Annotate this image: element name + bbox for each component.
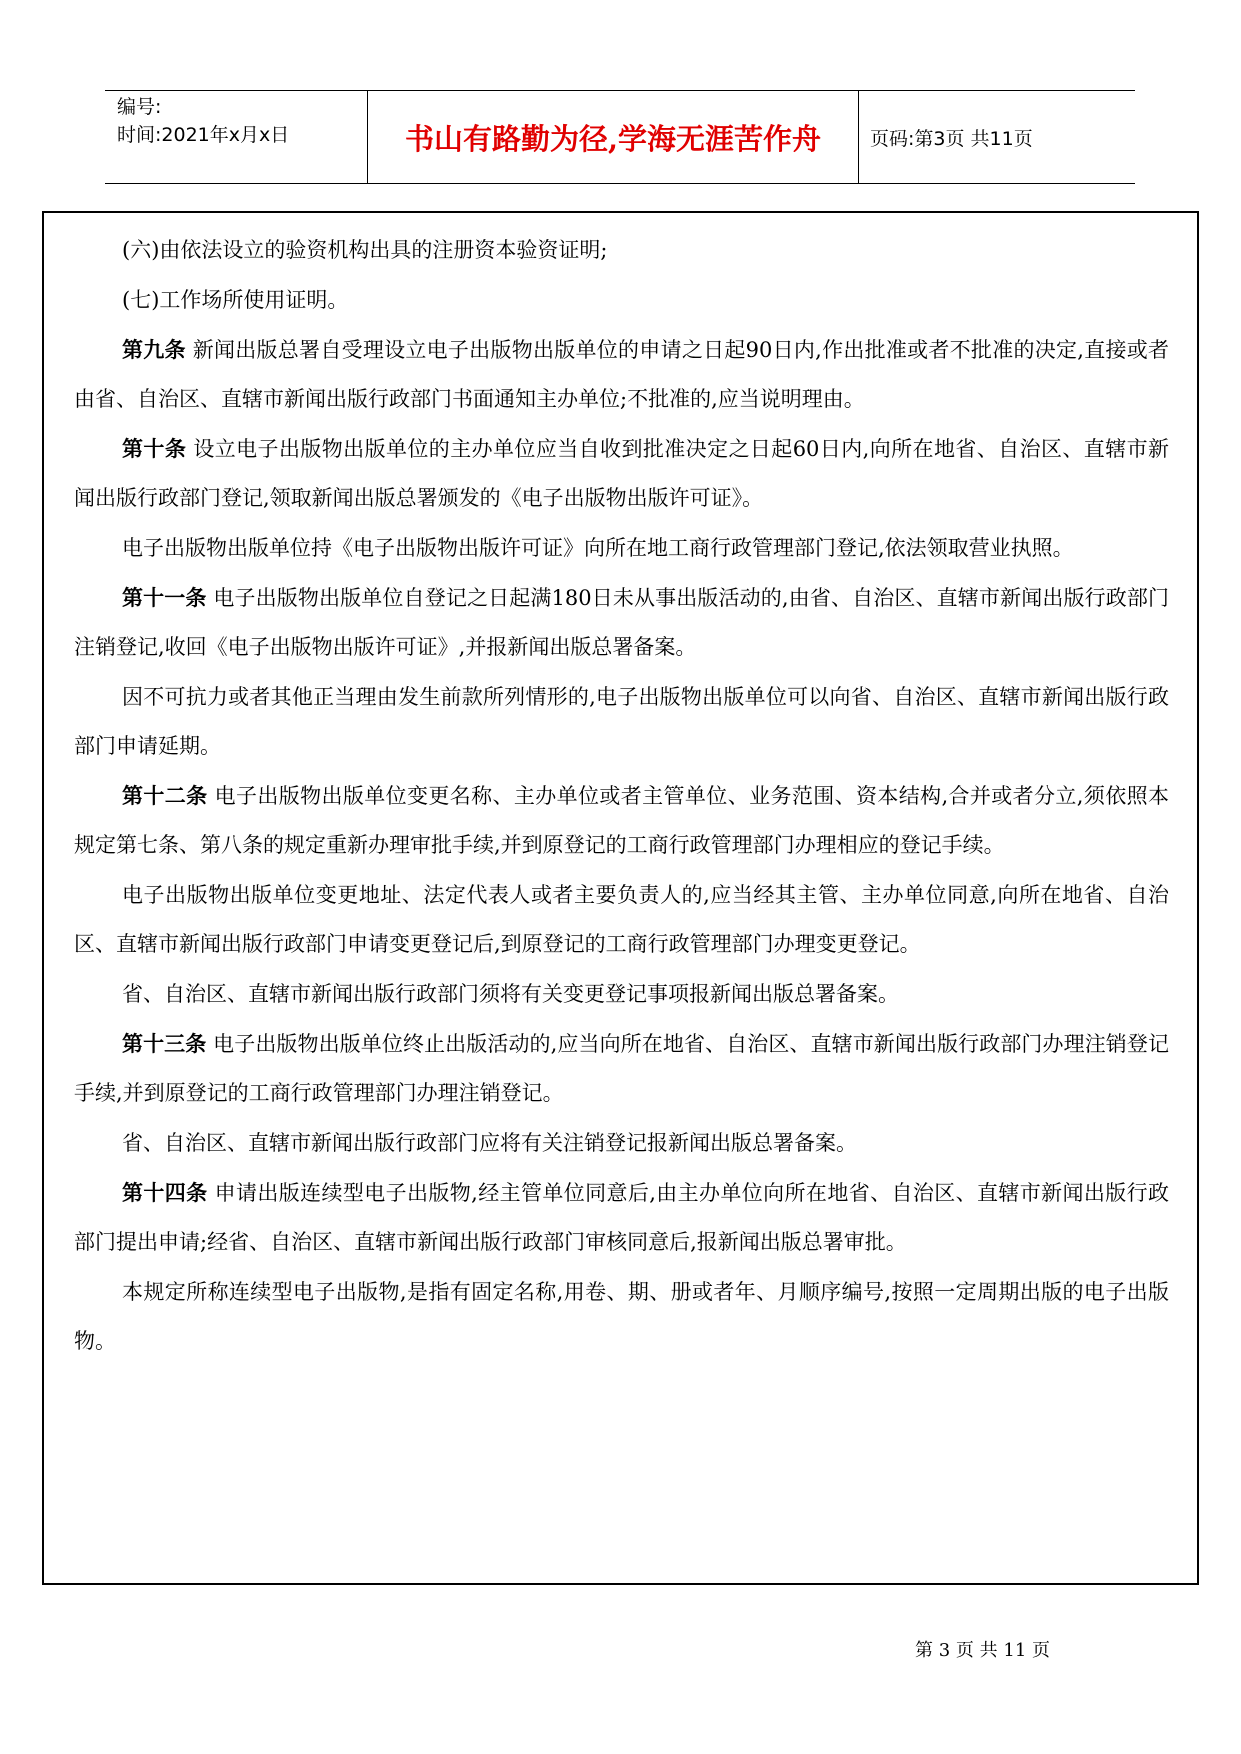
paragraph xyxy=(74,573,1169,672)
header-info xyxy=(117,93,367,149)
paragraph xyxy=(74,969,1169,1019)
paragraph xyxy=(74,870,1169,969)
document-time-label: 时间:2021年x月x日 xyxy=(117,124,290,146)
paragraph xyxy=(74,523,1169,573)
paragraph-text: 电子出版物出版单位变更名称、主办单位或者主管单位、业务范围、资本结构,合并或者分立,须依照本规定第七条、第八条的规定重新办理审批手续,并到原登记的工商行政管理部门办理相应的登记手续。 xyxy=(74,784,1170,857)
paragraph-text: 因不可抗力或者其他正当理由发生前款所列情形的,电子出版物出版单位可以向省、自治区、直辖市新闻出版行政部门申请延期。 xyxy=(74,685,1169,758)
paragraph-text: 电子出版物出版单位变更地址、法定代表人或者主要负责人的,应当经其主管、主办单位同意,向所在地省、自治区、直辖市新闻出版行政部门申请变更登记后,到原登记的工商行政管理部门办理变更登记。 xyxy=(74,883,1169,956)
paragraph-text: 申请出版连续型电子出版物,经主管单位同意后,由主办单位向所在地省、自治区、直辖市新闻出版行政部门提出申请;经省、自治区、直辖市新闻出版行政部门审核同意后,报新闻出版总署审批。 xyxy=(74,1181,1170,1254)
paragraph-text: 电子出版物出版单位终止出版活动的,应当向所在地省、自治区、直辖市新闻出版行政部门办理注销登记手续,并到原登记的工商行政管理部门办理注销登记。 xyxy=(74,1032,1169,1105)
paragraph-text: 省、自治区、直辖市新闻出版行政部门须将有关变更登记事项报新闻出版总署备案。 xyxy=(122,982,899,1006)
paragraph xyxy=(74,1168,1169,1267)
paragraph xyxy=(74,325,1169,424)
header-page-number: 页码:第3页 共11页 xyxy=(870,127,1033,150)
paragraph-text: 电子出版物出版单位持《电子出版物出版许可证》向所在地工商行政管理部门登记,依法领取营业执照。 xyxy=(122,536,1074,560)
article-title: 第十一条 xyxy=(122,585,207,610)
paragraph-text: 省、自治区、直辖市新闻出版行政部门应将有关注销登记报新闻出版总署备案。 xyxy=(122,1131,857,1155)
paragraph xyxy=(74,1267,1169,1366)
paragraph xyxy=(74,1118,1169,1168)
paragraph-text: (七)工作场所使用证明。 xyxy=(122,288,349,312)
paragraph-text: 新闻出版总署自受理设立电子出版物出版单位的申请之日起90日内,作出批准或者不批准的决定,直接或者由省、自治区、直辖市新闻出版行政部门书面通知主办单位;不批准的,应当说明理由。 xyxy=(74,338,1169,411)
page-header xyxy=(105,90,1135,184)
article-title: 第九条 xyxy=(122,337,186,362)
paragraph xyxy=(74,275,1169,325)
header-motto: 书山有路勤为径,学海无涯苦作舟 xyxy=(367,91,859,183)
article-title: 第十条 xyxy=(122,436,187,461)
article-title: 第十三条 xyxy=(122,1031,207,1056)
paragraph xyxy=(74,225,1169,275)
paragraph-text: 设立电子出版物出版单位的主办单位应当自收到批准决定之日起60日内,向所在地省、自治区、直辖市新闻出版行政部门登记,领取新闻出版总署颁发的《电子出版物出版许可证》。 xyxy=(74,437,1170,510)
article-title: 第十四条 xyxy=(122,1180,208,1205)
paragraph xyxy=(74,771,1169,870)
paragraph-text: 电子出版物出版单位自登记之日起满180日未从事出版活动的,由省、自治区、直辖市新闻出版行政部门注销登记,收回《电子出版物出版许可证》,并报新闻出版总署备案。 xyxy=(74,586,1170,659)
paragraph xyxy=(74,424,1169,523)
article-title: 第十二条 xyxy=(122,783,208,808)
paragraph-text: 本规定所称连续型电子出版物,是指有固定名称,用卷、期、册或者年、月顺序编号,按照一定周期出版的电子出版物。 xyxy=(74,1280,1169,1353)
paragraph xyxy=(74,672,1169,771)
paragraph-text: (六)由依法设立的验资机构出具的注册资本验资证明; xyxy=(122,238,608,262)
page-footer: 第 3 页 共 11 页 xyxy=(915,1640,1050,1661)
document-number-label: 编号: xyxy=(117,96,162,118)
document-body xyxy=(42,211,1199,1585)
paragraph xyxy=(74,1019,1169,1118)
